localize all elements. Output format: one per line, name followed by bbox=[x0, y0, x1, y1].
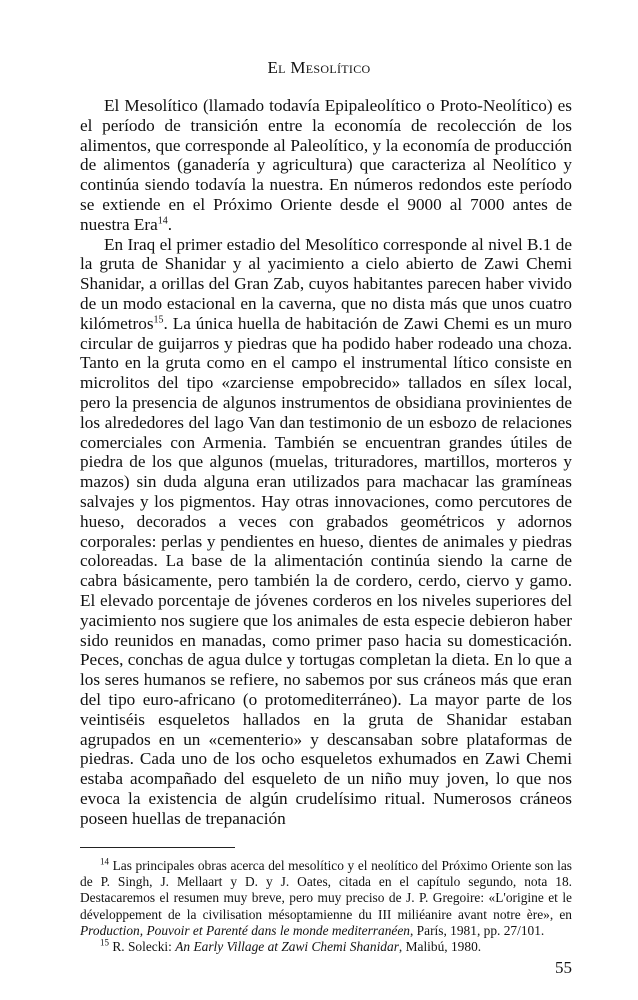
footnote-15-text: R. Solecki: bbox=[112, 939, 172, 955]
page-number: 55 bbox=[555, 958, 572, 977]
body-text bbox=[80, 96, 572, 828]
footnote-rule bbox=[80, 847, 235, 848]
paragraph-1-text: El Mesolítico (llamado todavía Epipaleolítico o Proto-Neolítico) es el período de transición entre la economía de recolección de los alimentos, que corresponde al Paleolítico, y la economía de producción de alimentos (ganadería y agricultura) que caracteriza al Neolítico y continúa siendo todavía la nuestra. En números redondos este período se extiende en el Próximo Oriente desde el 9000 al 7000 antes de nuestra Era bbox=[80, 96, 572, 234]
footnote-14-tail: , París, 1981, pp. 27/101. bbox=[409, 922, 545, 938]
note-ref-14[interactable]: 14 bbox=[157, 215, 168, 227]
footnote-14 bbox=[80, 858, 572, 939]
footnote-15-title: An Early Village at Zawi Chemi Shanidar bbox=[175, 939, 399, 955]
note-ref-15[interactable]: 15 bbox=[153, 314, 164, 326]
paragraph-1 bbox=[80, 96, 572, 235]
paragraph-2 bbox=[80, 235, 572, 829]
footnote-14-text: Las principales obras acerca del mesolítico y el neolítico del Próximo Oriente son las de P. Singh, J. Mellaart y D. y J. Oates, citada en el capítulo segundo, nota 18. Destacaremos el resumen muy breve, pero muy preciso de J. P. Gregoire: «L'origine et le développement de la civilisation mésoptamienne du III miliéanire avant notre ère», en bbox=[80, 858, 572, 922]
footnote-14-title: Production, Pouvoir et Parenté dans le monde mediterranéen bbox=[80, 922, 410, 938]
footnote-14-number: 14 bbox=[100, 856, 109, 867]
footnote-15-number: 15 bbox=[100, 937, 109, 948]
footnote-15 bbox=[80, 939, 572, 955]
running-head: El Mesolítico bbox=[267, 58, 371, 77]
footnote-15-tail: , Malibú, 1980. bbox=[398, 939, 482, 955]
paragraph-2-text-a: En Iraq el primer estadio del Mesolítico corresponde al nivel B.1 de la gruta de Shanidar y al yacimiento a cielo abierto de Zawi Chemi Shanidar, a orillas del Gran Zab, cuyos habitantes parecen haber vivido de un modo estacional en la caverna, que no dista más que unos cuatro kilómetros bbox=[80, 234, 572, 333]
footnotes bbox=[80, 858, 572, 955]
paragraph-2-text-b: . La única huella de habitación de Zawi Chemi es un muro circular de guijarros y piedras que ha podido haber rodeado una choza. Tanto en la gruta como en el campo el instrumental lítico consiste en microlitos del tipo «zarciense empobrecido» tallados en sílex local, pero la presencia de algunos instrumentos de obsidiana provinientes de los alrededores del lago Van dan testimonio de un esbozo de relaciones comerciales con Armenia. También se encuentran grandes útiles de piedra de los que algunos (muelas, trituradores, martillos, morteros y mazos) sin duda alguna eran utilizados para machacar las gramíneas salvajes y los pigmentos. Hay otras innovaciones, como percutores de hueso, decorados a veces con grabados geométricos y adornos corporales: perlas y pendientes en hueso, dientes de animales y piedras coloreadas. La base de la alimentación continúa siendo la carne de cabra básicamente, pero también la de cordero, cerdo, ciervo y gamo. El elevado porcentaje de jóvenes corderos en los niveles superiores del yacimiento nos sugiere que los animales de esta especie debieron haber sido reunidos en manadas, como primer paso hacia su domesticación. Peces, conchas de agua dulce y tortugas completan la dieta. En lo que a los seres humanos se refiere, no sabemos por sus cráneos más que eran del tipo euro-africano (o protomediterráneo). La mayor parte de los veintiséis esqueletos hallados en la gruta de Shanidar estaban agrupados en un «cementerio» y descansaban sobre plataformas de piedras. Cada uno de los ocho esqueletos exhumados en Zawi Chemi estaba acompañado del esqueleto de un niño muy joven, lo que nos evoca la existencia de algún crudelísimo ritual. Numerosos cráneos poseen huellas de trepanación bbox=[80, 313, 572, 828]
paragraph-1-tail: . bbox=[167, 214, 173, 234]
